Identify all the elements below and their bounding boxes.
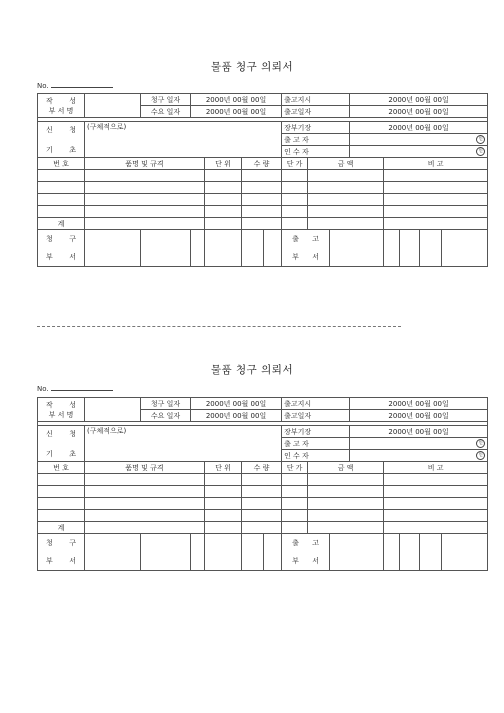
seal-icon: 인 <box>476 147 485 156</box>
cell[interactable] <box>308 206 384 218</box>
ledger-label: 장부기장 <box>282 426 350 438</box>
sign-box[interactable] <box>85 230 141 267</box>
seal-icon: 인 <box>476 135 485 144</box>
col-header-note: 비 고 <box>384 462 488 474</box>
sign-box[interactable] <box>330 230 384 267</box>
form-number-label: No. <box>37 82 49 90</box>
sign-box[interactable] <box>330 534 384 571</box>
form-number-label: No. <box>37 385 49 393</box>
cell[interactable] <box>242 498 282 510</box>
release-instr-value[interactable]: 2000년 00월 00일 <box>350 398 488 410</box>
cell[interactable] <box>205 486 242 498</box>
request-form-table <box>37 397 488 571</box>
sign-box[interactable] <box>205 534 242 571</box>
cut-line <box>37 326 401 327</box>
cell[interactable] <box>282 170 308 182</box>
col-header-no: 번 호 <box>38 158 85 170</box>
cell[interactable] <box>282 498 308 510</box>
release-instr-label: 출고지시 <box>282 398 350 410</box>
sign-box[interactable] <box>384 534 400 571</box>
seal-icon: 인 <box>476 439 485 448</box>
cell[interactable] <box>242 170 282 182</box>
need-date-label: 수요 일자 <box>141 410 191 422</box>
cell[interactable] <box>38 182 85 194</box>
cell[interactable] <box>282 194 308 206</box>
cell[interactable] <box>205 474 242 486</box>
cell[interactable] <box>282 474 308 486</box>
total-label: 계 <box>38 218 85 230</box>
cell[interactable] <box>205 510 242 522</box>
cell[interactable] <box>384 474 488 486</box>
sign-box[interactable] <box>264 230 282 267</box>
need-date-label: 수요 일자 <box>141 106 191 118</box>
receiver-seal-field[interactable] <box>350 450 488 462</box>
cell[interactable] <box>38 486 85 498</box>
col-header-amount: 금 액 <box>308 158 384 170</box>
apply-basis-field[interactable] <box>85 122 282 158</box>
cell[interactable] <box>85 218 205 230</box>
receiver-label: 인 수 자 <box>282 450 350 462</box>
form-number <box>37 80 113 90</box>
cell[interactable] <box>85 194 205 206</box>
sign-box[interactable] <box>242 230 264 267</box>
sign-box[interactable] <box>442 534 488 571</box>
table-row <box>38 510 488 522</box>
cell[interactable] <box>242 522 282 534</box>
release-instr-label: 출고지시 <box>282 94 350 106</box>
releaser-label: 출 고 자 <box>282 438 350 450</box>
sign-box[interactable] <box>242 534 264 571</box>
cell[interactable] <box>384 218 488 230</box>
cell[interactable] <box>85 474 205 486</box>
releaser-label: 출 고 자 <box>282 134 350 146</box>
cell[interactable] <box>205 182 242 194</box>
req-date-label: 청구 일자 <box>141 94 191 106</box>
table-row <box>38 486 488 498</box>
col-header-price: 단 가 <box>282 462 308 474</box>
cell[interactable] <box>308 170 384 182</box>
form-number-line <box>51 80 113 88</box>
cell[interactable] <box>85 522 205 534</box>
col-header-no: 번 호 <box>38 462 85 474</box>
sign-box[interactable] <box>442 230 488 267</box>
sign-box[interactable] <box>420 230 442 267</box>
out-dept-label: 출 고 부 서 <box>282 230 330 267</box>
cell[interactable] <box>85 486 205 498</box>
sign-box[interactable] <box>191 230 205 267</box>
cell[interactable] <box>308 510 384 522</box>
sign-box[interactable] <box>141 230 191 267</box>
col-header-amount: 금 액 <box>308 462 384 474</box>
need-date-value[interactable]: 2000년 00월 00일 <box>191 106 282 118</box>
cell[interactable] <box>384 510 488 522</box>
col-header-unit: 단 위 <box>205 462 242 474</box>
cell[interactable] <box>282 486 308 498</box>
cell[interactable] <box>242 194 282 206</box>
req-date-value[interactable]: 2000년 00월 00일 <box>191 94 282 106</box>
sign-box[interactable] <box>420 534 442 571</box>
specific-hint: (구체적으로) <box>87 123 127 131</box>
cell[interactable] <box>308 474 384 486</box>
author-dept-label: 작 성 부 서 명 <box>38 94 85 118</box>
cell[interactable] <box>308 218 384 230</box>
cell[interactable] <box>205 522 242 534</box>
col-header-note: 비 고 <box>384 158 488 170</box>
cell[interactable] <box>242 182 282 194</box>
ledger-value[interactable]: 2000년 00월 00일 <box>350 426 488 438</box>
cell[interactable] <box>205 194 242 206</box>
col-header-qty: 수 량 <box>242 158 282 170</box>
cell[interactable] <box>308 194 384 206</box>
cell[interactable] <box>38 474 85 486</box>
receiver-label: 인 수 자 <box>282 146 350 158</box>
cell[interactable] <box>308 486 384 498</box>
releaser-seal-field[interactable] <box>350 134 488 146</box>
receiver-seal-field[interactable] <box>350 146 488 158</box>
table-row <box>38 474 488 486</box>
form-number <box>37 383 113 393</box>
release-date-value[interactable]: 2000년 00월 00일 <box>350 410 488 422</box>
cell[interactable] <box>205 170 242 182</box>
req-date-label: 청구 일자 <box>141 398 191 410</box>
col-header-item: 품명 및 규격 <box>85 158 205 170</box>
sign-box[interactable] <box>264 534 282 571</box>
release-instr-value[interactable]: 2000년 00월 00일 <box>350 94 488 106</box>
out-dept-label: 출 고 부 서 <box>282 534 330 571</box>
sign-box[interactable] <box>400 230 420 267</box>
cell[interactable] <box>85 510 205 522</box>
form-title: 물품 청구 의뢰서 <box>210 364 294 376</box>
req-date-value[interactable]: 2000년 00월 00일 <box>191 398 282 410</box>
sign-box[interactable] <box>400 534 420 571</box>
table-row <box>38 498 488 510</box>
release-date-label: 출고일자 <box>282 410 350 422</box>
specific-hint: (구체적으로) <box>87 427 127 435</box>
cell[interactable] <box>384 522 488 534</box>
cell[interactable] <box>384 206 488 218</box>
apply-basis-label: 신 청 기 초 <box>38 122 85 158</box>
apply-basis-label: 신 청 기 초 <box>38 426 85 462</box>
table-row <box>38 206 488 218</box>
cell[interactable] <box>38 194 85 206</box>
cell[interactable] <box>308 522 384 534</box>
col-header-unit: 단 위 <box>205 158 242 170</box>
cell[interactable] <box>282 510 308 522</box>
cell[interactable] <box>242 510 282 522</box>
seal-icon: 인 <box>476 451 485 460</box>
cell[interactable] <box>242 206 282 218</box>
cell[interactable] <box>205 206 242 218</box>
sign-box[interactable] <box>85 534 141 571</box>
apply-basis-field[interactable] <box>85 426 282 462</box>
cell[interactable] <box>38 170 85 182</box>
release-date-label: 출고일자 <box>282 106 350 118</box>
req-dept-label: 청 구 부 서 <box>38 534 85 571</box>
author-dept-field[interactable] <box>85 94 141 118</box>
ledger-label: 장부기장 <box>282 122 350 134</box>
cell[interactable] <box>85 182 205 194</box>
form-title: 물품 청구 의뢰서 <box>210 61 294 73</box>
table-row <box>38 170 488 182</box>
need-date-value[interactable]: 2000년 00월 00일 <box>191 410 282 422</box>
cell[interactable] <box>384 170 488 182</box>
ledger-value[interactable]: 2000년 00월 00일 <box>350 122 488 134</box>
cell[interactable] <box>85 498 205 510</box>
sign-box[interactable] <box>384 230 400 267</box>
cell[interactable] <box>242 474 282 486</box>
col-header-item: 품명 및 규격 <box>85 462 205 474</box>
cell[interactable] <box>242 486 282 498</box>
sign-box[interactable] <box>205 230 242 267</box>
cell[interactable] <box>384 486 488 498</box>
author-dept-field[interactable] <box>85 398 141 422</box>
cell[interactable] <box>308 182 384 194</box>
col-header-price: 단 가 <box>282 158 308 170</box>
cell[interactable] <box>85 206 205 218</box>
cell[interactable] <box>38 498 85 510</box>
author-dept-label: 작 성 부 서 명 <box>38 398 85 422</box>
cell[interactable] <box>282 182 308 194</box>
table-row <box>38 182 488 194</box>
cell[interactable] <box>38 206 85 218</box>
req-dept-label: 청 구 부 서 <box>38 230 85 267</box>
cell[interactable] <box>205 218 242 230</box>
sign-box[interactable] <box>141 534 191 571</box>
form-number-line <box>51 383 113 391</box>
releaser-seal-field[interactable] <box>350 438 488 450</box>
cell[interactable] <box>38 510 85 522</box>
cell[interactable] <box>282 206 308 218</box>
cell[interactable] <box>384 182 488 194</box>
cell[interactable] <box>308 498 384 510</box>
release-date-value[interactable]: 2000년 00월 00일 <box>350 106 488 118</box>
cell[interactable] <box>384 194 488 206</box>
cell[interactable] <box>85 170 205 182</box>
cell[interactable] <box>242 218 282 230</box>
col-header-qty: 수 량 <box>242 462 282 474</box>
total-label: 계 <box>38 522 85 534</box>
request-form-table <box>37 93 488 267</box>
cell[interactable] <box>384 498 488 510</box>
cell[interactable] <box>282 522 308 534</box>
cell[interactable] <box>205 498 242 510</box>
table-row <box>38 194 488 206</box>
sign-box[interactable] <box>191 534 205 571</box>
cell[interactable] <box>282 218 308 230</box>
